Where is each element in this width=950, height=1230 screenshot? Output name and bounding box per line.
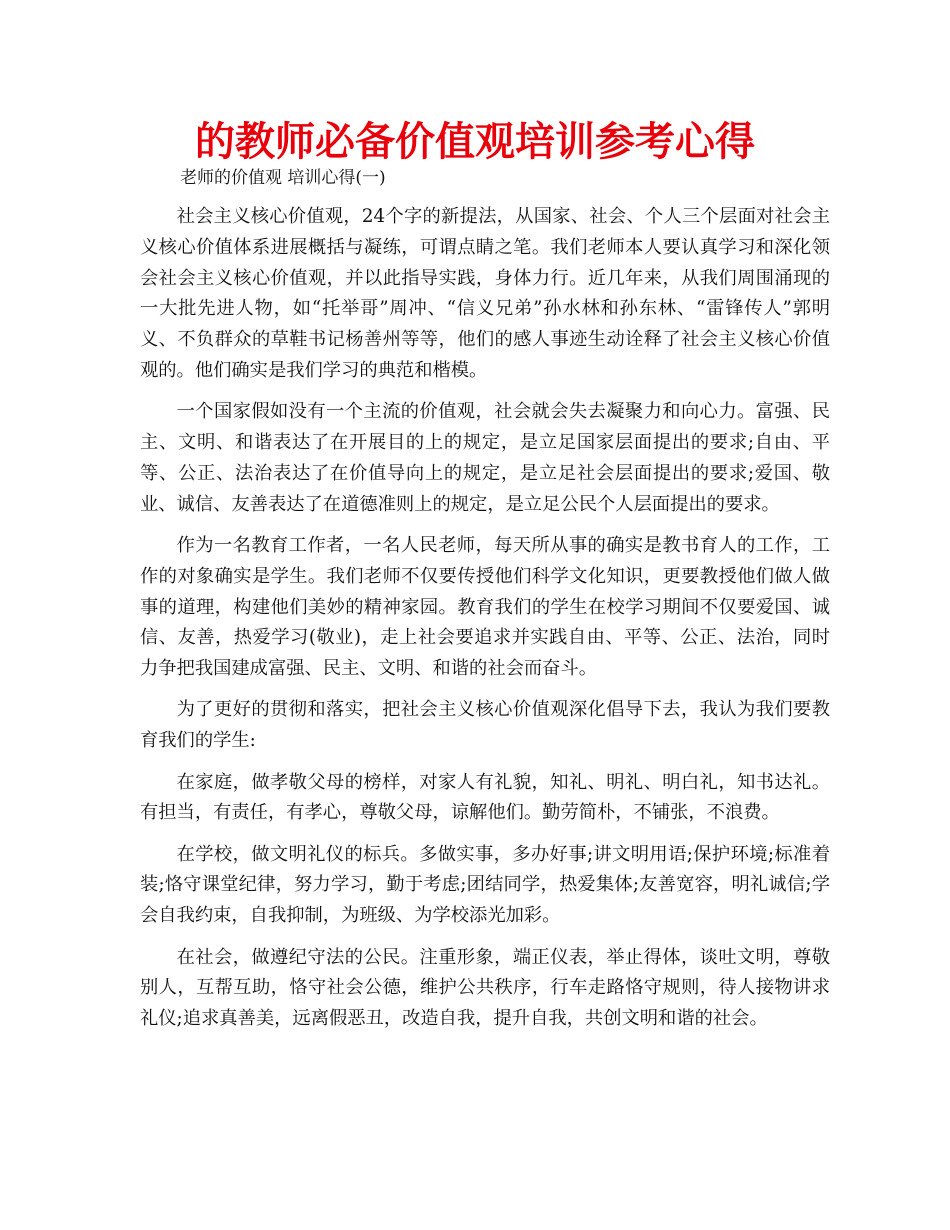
paragraph: 一个国家假如没有一个主流的价值观，社会就会失去凝聚力和向心力。富强、民主、文明、和谐表达了在开展目的上的规定，是立足国家层面提出的要求;自由、平等、公正、法治表达了在价值导向上的规定，是立足社会层面提出的要求;爱国、敬业、诚信、友善表达了在道德准则上的规定，是立足公民个人层面提出的要求。 <box>140 401 830 515</box>
paragraph: 社会主义核心价值观，24个字的新提法，从国家、社会、个人三个层面对社会主义核心价值体系进展概括与凝练，可谓点睛之笔。我们老师本人要认真学习和深化领会社会主义核心价值观，并以此指导实践，身体力行。近几年来，从我们周围涌现的一大批先进人物，如“托举哥”周冲、“信义兄弟”孙水林和孙东林、“雷锋传人”郭明义、不负群众的草鞋书记杨善州等等，他们的感人事迹生动诠释了社会主义核心价值观的。他们确实是我们学习的典范和楷模。 <box>140 206 830 381</box>
document-body <box>140 202 830 1045</box>
paragraph: 在学校，做文明礼仪的标兵。多做实事，多办好事;讲文明用语;保护环境;标准着装;恪守课堂纪律，努力学习，勤于考虑;团结同学，热爱集体;友善宽容，明礼诚信;学会自我约束，自我抑制，为班级、为学校添光加彩。 <box>140 843 830 927</box>
page-subtitle: 老师的价值观 培训心得(一) <box>180 168 386 188</box>
page-title: 的教师必备价值观培训参考心得 <box>195 119 755 165</box>
paragraph: 在社会，做遵纪守法的公民。注重形象，端正仪表，举止得体，谈吐文明，尊敬别人，互帮互助，恪守社会公德，维护公共秩序，行车走路恪守规则，待人接物讲求礼仪;追求真善美，远离假恶丑，改造自我，提升自我，共创文明和谐的社会。 <box>140 946 830 1030</box>
paragraph: 为了更好的贯彻和落实，把社会主义核心价值观深化倡导下去，我认为我们要教育我们的学生: <box>140 699 830 752</box>
paragraph: 作为一名教育工作者，一名人民老师，每天所从事的确实是教书育人的工作，工作的对象确实是学生。我们老师不仅要传授他们科学文化知识，更要教授他们做人做事的道理，构建他们美妙的精神家园。教育我们的学生在校学习期间不仅要爱国、诚信、友善，热爱学习(敬业)，走上社会要追求并实践自由、平等、公正、法治，同时力争把我国建成富强、民主、文明、和谐的社会而奋斗。 <box>140 534 830 680</box>
paragraph: 在家庭，做孝敬父母的榜样，对家人有礼貌，知礼、明礼、明白礼，知书达礼。有担当，有责任，有孝心，尊敬父母，谅解他们。勤劳简朴，不铺张，不浪费。 <box>140 771 830 824</box>
